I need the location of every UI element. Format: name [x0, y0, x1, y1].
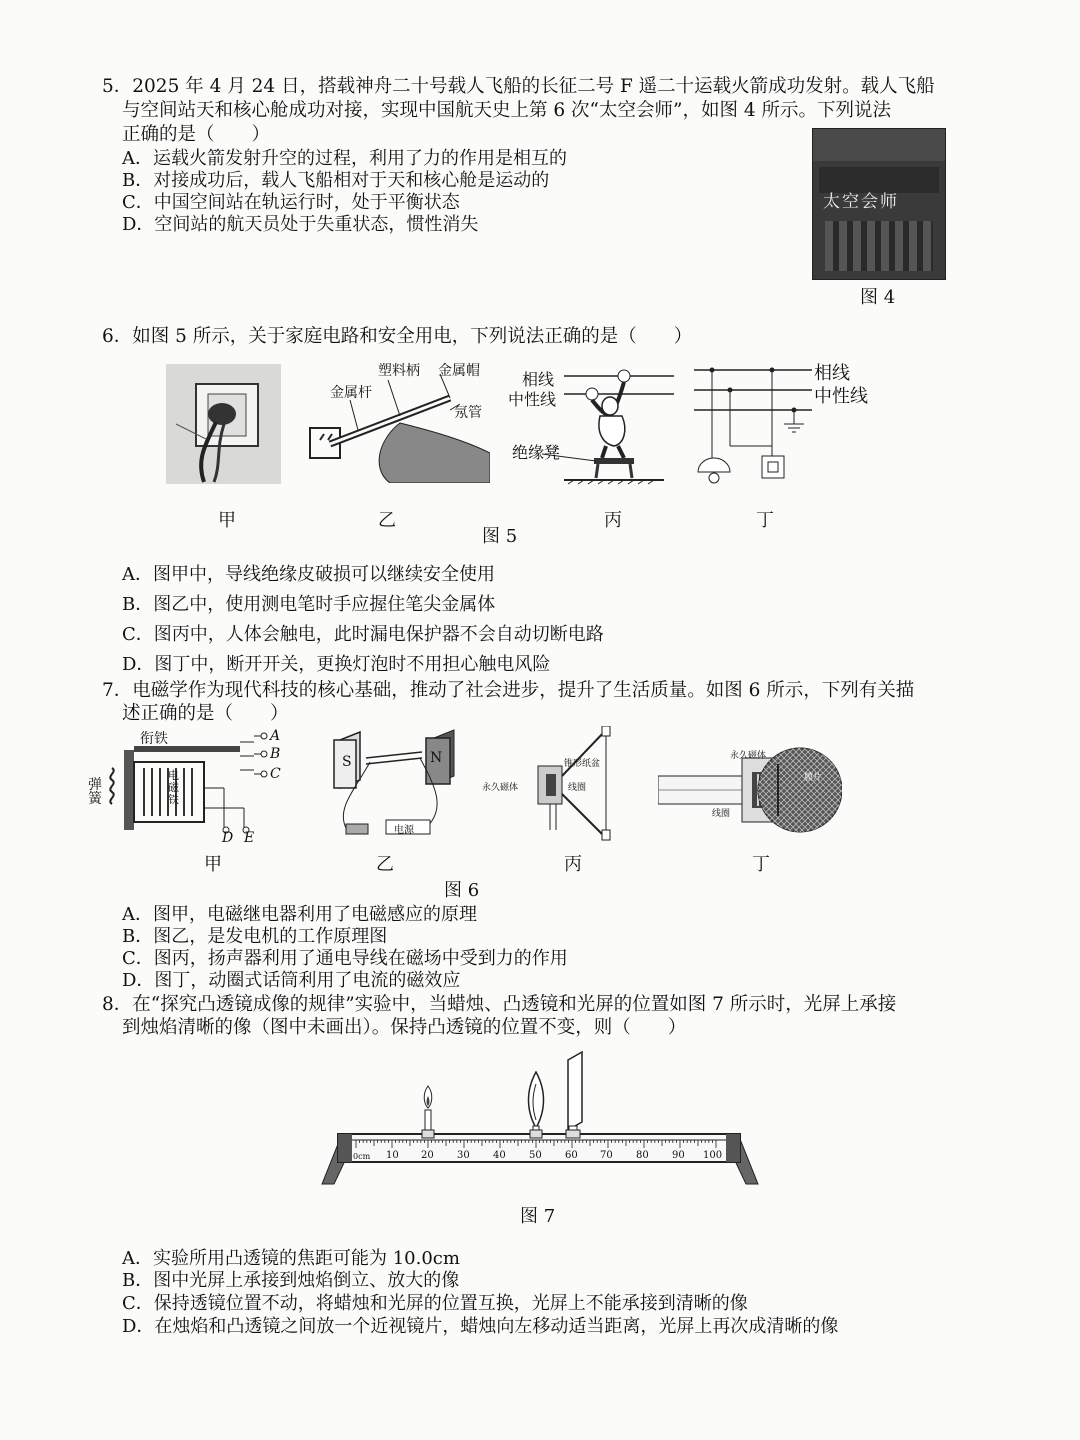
- label-spring: 弹簧: [88, 777, 102, 807]
- label-armature: 衔铁: [140, 731, 168, 747]
- q7-stem-line2: 述正确的是（ ）: [122, 703, 289, 724]
- terminal-d: D: [222, 830, 234, 846]
- label-plastic-handle: 塑料柄: [378, 363, 420, 379]
- q8-stem-line2: 到烛焰清晰的像（图中未画出）。保持凸透镜的位置不变，则（ ）: [122, 1017, 687, 1038]
- fig6-jia-relay: [104, 728, 294, 846]
- fig6-caption-jia: 甲: [204, 854, 222, 875]
- label-live-wire-ding: 相线: [814, 363, 850, 384]
- photo-title-text: 太空会师: [823, 192, 899, 212]
- q8-option-c: C．保持透镜位置不动，将蜡烛和光屏的位置互换，光屏上不能承接到清晰的像: [122, 1293, 748, 1314]
- pole-s: S: [342, 754, 352, 770]
- ruler-tick-70: 70: [600, 1150, 613, 1161]
- ruler-tick-80: 80: [636, 1150, 649, 1161]
- label-coil-ding: 线圈: [712, 809, 731, 819]
- q7-option-d: D．图丁，动圈式话筒利用了电流的磁效应: [122, 970, 461, 991]
- terminal-e: E: [244, 830, 255, 846]
- label-coil-bing: 线圈: [568, 783, 587, 793]
- q8-option-b: B．图中光屏上承接到烛焰倒立、放大的像: [122, 1270, 460, 1291]
- figure-7-caption: 图 7: [520, 1206, 556, 1227]
- fig5-caption-bing: 丙: [604, 510, 622, 531]
- q5-option-c: C．中国空间站在轨运行时，处于平衡状态: [122, 192, 460, 213]
- figure-4-caption: 图 4: [860, 287, 896, 308]
- label-neutral-wire-bing: 中性线: [508, 390, 557, 409]
- q7-option-c: C．图丙，扬声器利用了通电导线在磁场中受到力的作用: [122, 948, 568, 969]
- q8-option-a: A．实验所用凸透镜的焦距可能为 10.0cm: [122, 1248, 460, 1269]
- ruler-tick-20: 20: [421, 1150, 434, 1161]
- fig5-caption-ding: 丁: [756, 510, 774, 531]
- q5-option-d: D．空间站的航天员处于失重状态，惯性消失: [122, 214, 479, 235]
- q5-option-a: A．运载火箭发射升空的过程，利用了力的作用是相互的: [122, 148, 567, 169]
- terminal-b: B: [270, 746, 281, 762]
- figure-5-caption: 图 5: [482, 526, 518, 547]
- fig6-caption-bing: 丙: [564, 854, 582, 875]
- q8-option-d: D．在烛焰和凸透镜之间放一个近视镜片，蜡烛向左移动适当距离，光屏上再次成清晰的像: [122, 1316, 839, 1337]
- q7-option-a: A．图甲，电磁继电器利用了电磁感应的原理: [122, 904, 477, 925]
- label-electromagnet: 电磁铁: [168, 769, 179, 806]
- label-cone: 锥形纸盆: [564, 759, 601, 769]
- ruler-tick-50: 50: [529, 1150, 542, 1161]
- fig5-jia-socket-photo: [166, 364, 281, 484]
- label-insulated-stool: 绝缘凳: [512, 443, 561, 462]
- q5-option-b: B．对接成功后，载人飞船相对于天和核心舱是运动的: [122, 170, 550, 191]
- pole-n: N: [430, 750, 443, 766]
- label-live-wire-bing: 相线: [522, 370, 555, 389]
- q5-stem-line2: 与空间站天和核心舱成功对接，实现中国航天史上第 6 次“太空会师”，如图 4 所示。下列说法: [122, 100, 891, 121]
- terminal-a: A: [270, 728, 281, 744]
- q6-stem: 6．如图 5 所示，关于家庭电路和安全用电，下列说法正确的是（ ）: [102, 326, 693, 347]
- fig6-caption-yi: 乙: [376, 854, 394, 875]
- q6-option-d: D．图丁中，断开开关，更换灯泡时不用担心触电风险: [122, 654, 551, 675]
- battery-label: 电源: [394, 825, 414, 836]
- label-permanent-magnet-ding: 永久磁体: [730, 751, 767, 761]
- ruler-tick-60: 60: [565, 1150, 578, 1161]
- fig7-optical-bench: [320, 1050, 760, 1190]
- ruler-tick-30: 30: [457, 1150, 470, 1161]
- label-neutral-wire-ding: 中性线: [814, 386, 868, 407]
- label-metal-rod: 金属杆: [330, 385, 372, 401]
- label-permanent-magnet-bing: 永久磁体: [482, 783, 519, 793]
- q6-option-b: B．图乙中，使用测电笔时手应握住笔尖金属体: [122, 594, 496, 615]
- ruler-tick-10: 10: [386, 1150, 399, 1161]
- q8-stem-line1: 8．在“探究凸透镜成像的规律”实验中，当蜡烛、凸透镜和光屏的位置如图 7 所示时，光屏上承接: [102, 994, 897, 1015]
- ruler-tick-100: 100: [703, 1150, 723, 1161]
- fig5-caption-jia: 甲: [218, 510, 236, 531]
- fig6-caption-ding: 丁: [752, 854, 770, 875]
- q5-stem-line3: 正确的是（ ）: [122, 124, 271, 145]
- q5-stem-line1: 5．2025 年 4 月 24 日，搭载神舟二十号载人飞船的长征二号 F 遥二十运载火箭成功发射。载人飞船: [102, 76, 935, 97]
- ruler-tick-90: 90: [672, 1150, 685, 1161]
- label-neon-tube: 氖管: [454, 405, 482, 421]
- figure-6-caption: 图 6: [444, 880, 480, 901]
- label-metal-cap: 金属帽: [438, 363, 480, 379]
- terminal-c: C: [270, 766, 281, 782]
- ruler-unit-label: 0cm: [353, 1152, 371, 1161]
- fig5-caption-yi: 乙: [378, 510, 396, 531]
- label-diaphragm: 膜片: [804, 773, 823, 783]
- ruler-tick-40: 40: [493, 1150, 506, 1161]
- q6-option-c: C．图丙中，人体会触电，此时漏电保护器不会自动切断电路: [122, 624, 604, 645]
- q7-option-b: B．图乙，是发电机的工作原理图: [122, 926, 388, 947]
- q7-stem-line1: 7．电磁学作为现代科技的核心基础，推动了社会进步，提升了生活质量。如图 6 所示，下列有关描: [102, 680, 915, 701]
- fig5-ding-circuit: [694, 362, 824, 492]
- q6-option-a: A．图甲中，导线绝缘皮破损可以继续安全使用: [122, 564, 495, 585]
- space-meeting-photo: [812, 128, 946, 280]
